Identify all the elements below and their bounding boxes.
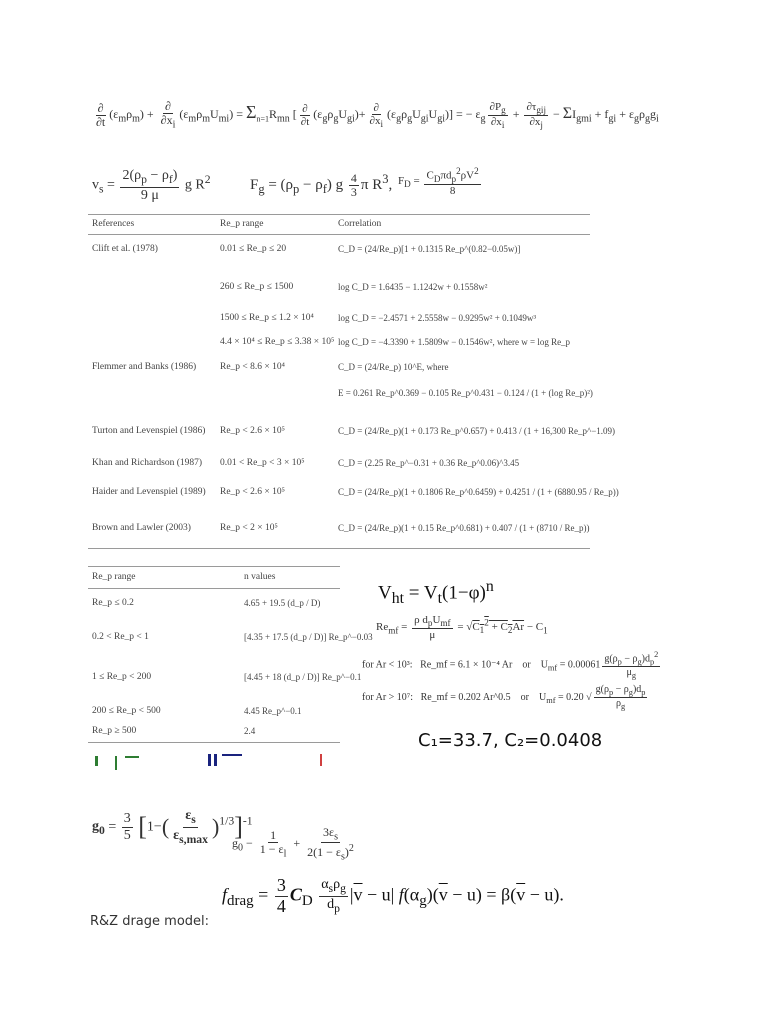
n-col-header-range: Re_p range xyxy=(92,572,136,582)
drag-table-correlation: C_D = (24/Re_p)[1 + 0.1315 Re_p^(0.82−0.05w)] xyxy=(338,244,521,254)
fdrag-equation: $f_{drag}$ = $\frac{3}{4}$ $C_D$ $\frac{\alpha_s\rho_g}{d_p}$ $|\overline{v} - u|$ $f(\alpha_g)(\overline{v} - u) = \beta(\overline{v} - u)$. xyxy=(222,875,564,916)
drag-table-re-range: 0.01 ≤ Re_p ≤ 20 xyxy=(220,244,287,254)
col-header-references: References xyxy=(92,219,135,229)
drag-table-re-range: 0.01 < Re_p < 3 × 10⁵ xyxy=(220,458,305,468)
drag-table-reference: Turton and Levenspiel (1986) xyxy=(92,426,206,436)
remf-low-condition: for Ar < 10³: xyxy=(362,659,413,671)
drag-table-correlation: E = 0.261 Re_p^0.369 − 0.105 Re_p^0.431 − 0.124 / (1 + (log Re_p)²) xyxy=(338,388,593,398)
remf-high-or: or xyxy=(520,691,529,703)
remf-low-expression: Re_mf = 6.1 × 10⁻⁴ Ar xyxy=(420,659,513,671)
drag-table-re-range: Re_p < 2.6 × 10⁵ xyxy=(220,487,285,497)
drag-table-reference: Flemmer and Banks (1986) xyxy=(92,362,197,372)
n-table-bottom-rule xyxy=(88,742,340,743)
drag-table-correlation: log C_D = 1.6435 − 1.1242w + 0.1558w² xyxy=(338,282,488,292)
col-header-re-range: Re_p range xyxy=(220,219,264,229)
table-bottom-rule xyxy=(88,548,590,549)
n-table-re-range: Re_p ≥ 500 xyxy=(92,726,137,736)
remf-high-expression: Re_mf = 0.202 Ar^0.5 xyxy=(420,691,511,703)
drag-table-reference: Haider and Levenspiel (1989) xyxy=(92,487,206,497)
momentum-equation: $\frac{\partial}{\partial t}$ $(\varepsilon_m\rho_m)$ + $\frac{\partial}{\partial x_i}$ $(\varepsilon_m\rho_mU_{mi}) = \Sigma_{n=1}R_{mn}$ [ $\frac{\partial}{\partial t}$ $(\varepsilon_g\rho_gU_{gi})+$ $\frac{\partial}{\partial x_i}$ $(\varepsilon_g\rho_gU_{gi}U_{gi})$] = − $\varepsilon_g$ $\frac{\partial P_g}{\partial x_i}$ + $\frac{\partial\tau_{gij}}{\partial x_j}$ − $\Sigma I_{gmi} + f_{gi} + \varepsilon_g\rho_gg_i$ xyxy=(96,99,659,131)
drag-table-re-range: Re_p < 2.6 × 10⁵ xyxy=(220,426,285,436)
n-table-top-rule xyxy=(88,566,340,567)
table-top-rule xyxy=(88,214,590,215)
drag-force-equation: $F_D$ = $\frac{C_D\pi d_p^2\rho V^2}{8}$ xyxy=(398,166,479,197)
n-table-re-range: 1 ≤ Re_p < 200 xyxy=(92,672,152,682)
col-header-correlation: Correlation xyxy=(338,219,382,229)
cropped-fragment-red xyxy=(320,754,322,766)
n-table-n-value: 4.45 Re_p^−0.1 xyxy=(244,706,302,716)
n-table-n-value: [4.45 + 18 (d_p / D)] Re_p^−0.1 xyxy=(244,672,362,682)
drag-table-correlation: log C_D = −2.4571 + 2.5558w − 0.9295w² + 0.1049w³ xyxy=(338,313,537,323)
richardson-zaki-equation: $V_{ht} = V_t(1-\varphi)^n$ xyxy=(378,578,494,608)
drag-table-correlation: C_D = (24/Re_p)(1 + 0.1806 Re_p^0.6459) + 0.4251 / (1 + (6880.95 / Re_p)) xyxy=(338,487,619,497)
drag-table-correlation: C_D = (2.25 Re_p^−0.31 + 0.36 Re_p^0.06)^3.45 xyxy=(338,458,520,468)
n-col-header-values: n values xyxy=(244,572,276,582)
remf-low-or: or xyxy=(522,659,531,671)
stokes-velocity-equation: $v_s$ = $\frac{2(\rho_p - \rho_f)}{9 \mu}$ g $R^2$ xyxy=(92,168,211,203)
drag-table-re-range: Re_p < 2 × 10⁵ xyxy=(220,523,278,533)
remf-high-line: for Ar > 10⁷: Re_mf = 0.202 Ar^0.5 or $U_{mf} = 0.20$ √ $\frac{g(\rho_p - \rho_g)d_p}{\rho_g}$ xyxy=(362,684,646,712)
g0-equation: $g_0$ = $\frac{3}{5}$ [1−( $\frac{\varepsilon_s}{\varepsilon_{s,max}}$ )$^{1/3}$]$^{-1}$ xyxy=(92,808,253,846)
remf-low-line: for Ar < 10³: Re_mf = 6.1 × 10⁻⁴ Ar or $U_{mf} = 0.00061$ $\frac{g(\rho_p - \rho_g)d_p^2}{\mu_g}$ xyxy=(362,650,659,681)
constants-c1-c2: C₁=33.7, C₂=0.0408 xyxy=(418,730,603,751)
drag-table-correlation: C_D = (24/Re_p)(1 + 0.15 Re_p^0.681) + 0.407 / (1 + (8710 / Re_p)) xyxy=(338,523,590,533)
drag-table-re-range: 260 ≤ Re_p ≤ 1500 xyxy=(220,282,294,292)
cropped-fragment-green xyxy=(95,752,145,772)
remf-equation: $Re_{mf}$ = $\frac{\rho d_pU_{mf}}{\mu}$ = $√C_1^2 + C_2Ar - C_1$ xyxy=(376,614,548,642)
drag-table-correlation: C_D = (24/Re_p)(1 + 0.173 Re_p^0.657) + 0.413 / (1 + 16,300 Re_p^−1.09) xyxy=(338,426,616,436)
drag-table-reference: Khan and Richardson (1987) xyxy=(92,458,203,468)
n-table-re-range: 0.2 < Re_p < 1 xyxy=(92,632,149,642)
rz-drag-model-label: R&Z drage model: xyxy=(90,914,210,929)
drag-table-correlation: log C_D = −4.3390 + 1.5809w − 0.1546w², where w = log Re_p xyxy=(338,337,571,347)
n-table-n-value: 4.65 + 19.5 (d_p / D) xyxy=(244,598,321,608)
n-table-header-rule xyxy=(88,588,340,589)
g0-alt-equation: $g_0$ − $\frac{1}{1 - \varepsilon_l}$ + $\frac{3\varepsilon_s}{2(1 - \varepsilon_s)^2}$ xyxy=(232,825,354,863)
drag-table-correlation: C_D = (24/Re_p) 10^E, where xyxy=(338,362,449,372)
table-header-rule xyxy=(88,234,590,235)
drag-table-reference: Brown and Lawler (2003) xyxy=(92,523,191,533)
n-table-n-value: [4.35 + 17.5 (d_p / D)] Re_p^−0.03 xyxy=(244,632,373,642)
drag-table-re-range: 4.4 × 10⁴ ≤ Re_p ≤ 3.38 × 10⁵ xyxy=(220,337,335,347)
drag-table-re-range: Re_p < 8.6 × 10⁴ xyxy=(220,362,285,372)
n-table-re-range: Re_p ≤ 0.2 xyxy=(92,598,134,608)
cropped-fragment-navy xyxy=(208,752,248,768)
n-table-re-range: 200 ≤ Re_p < 500 xyxy=(92,706,161,716)
gravity-force-equation: $F_g = (\rho_p - \rho_f)$ g $\frac{4}{3}$ π $R^3$, xyxy=(250,171,393,200)
n-table-n-value: 2.4 xyxy=(244,726,256,736)
drag-table-re-range: 1500 ≤ Re_p ≤ 1.2 × 10⁴ xyxy=(220,313,314,323)
drag-table-reference: Clift et al. (1978) xyxy=(92,244,158,254)
remf-high-condition: for Ar > 10⁷: xyxy=(362,691,414,703)
